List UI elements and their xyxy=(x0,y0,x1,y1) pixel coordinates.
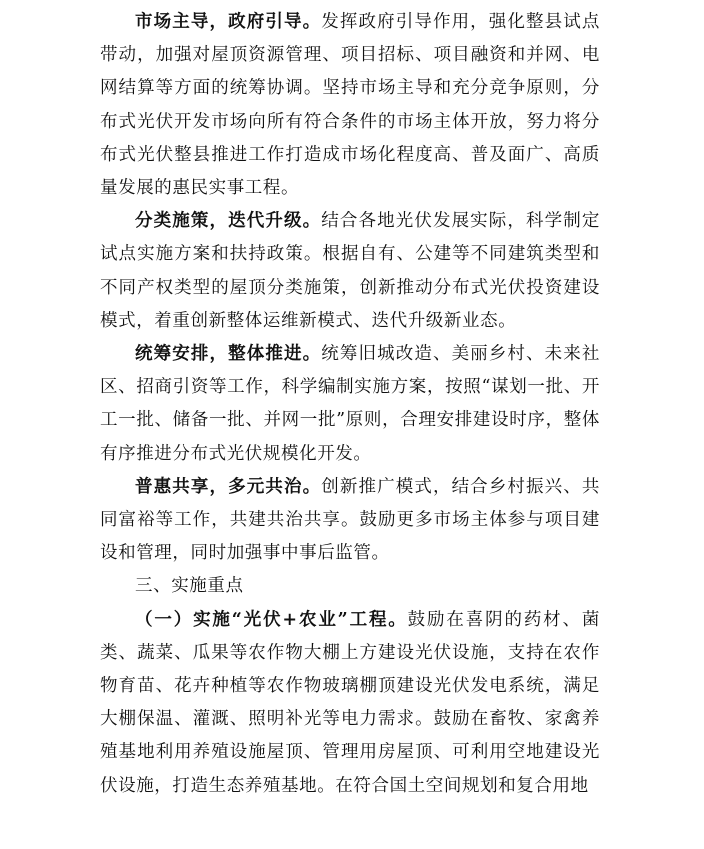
subsection-pv-agriculture xyxy=(100,604,600,803)
paragraph-text: 统筹旧城改造、美丽乡村、未来社区、招商引资等工作，科学编制实施方案，按照“谋划一批、开工一批、储备一批、并网一批”原则，合理安排建设时序，整体有序推进分布式光伏规模化开发。 xyxy=(100,344,601,464)
paragraph-text: 结合各地光伏发展实际，科学制定试点实施方案和扶持政策。根据自有、公建等不同建筑类型和不同产权类型的屋顶分类施策，创新推动分布式光伏投资建设模式，着重创新整体运维新模式、迭代升级新业态。 xyxy=(100,211,601,331)
paragraph-lead: 分类施策，迭代升级。 xyxy=(135,211,322,232)
paragraph-shared-governance xyxy=(100,471,600,571)
paragraph-lead: 普惠共享，多元共治。 xyxy=(135,476,322,497)
paragraph-market-led xyxy=(100,6,600,205)
paragraph-classified-policy xyxy=(100,205,600,338)
paragraph-text: 创新推广模式，结合乡村振兴、共同富裕等工作，共建共治共享。鼓励更多市场主体参与项目建设和管理，同时加强事中事后监管。 xyxy=(100,476,601,564)
paragraph-overall-planning xyxy=(100,338,600,471)
paragraph-text: 发挥政府引导作用，强化整县试点带动，加强对屋顶资源管理、项目招标、项目融资和并网、电网结算等方面的统筹协调。坚持市场主导和充分竞争原则，分布式光伏开发市场向所有符合条件的市场主体开放，努力将分布式光伏整县推进工作打造成市场化程度高、普及面广、高质量发展的惠民实事工程。 xyxy=(100,12,601,199)
subsection-lead: （一）实施“光伏+农业”工程。 xyxy=(135,609,408,630)
section-heading: 三、实施重点 xyxy=(135,576,244,597)
paragraph-lead: 统筹安排，整体推进。 xyxy=(135,344,322,365)
subsection-text: 鼓励在喜阴的药材、菌类、蔬菜、瓜果等农作物大棚上方建设光伏设施，支持在农作物育苗、花卉种植等农作物玻璃棚顶建设光伏发电系统，满足大棚保温、灌溉、照明补光等电力需求。鼓励在畜牧、家禽养殖基地利用养殖设施屋顶、管理用房屋顶、可利用空地建设光伏设施，打造生态养殖基地。在符合国土空间规划和复合用地 xyxy=(100,609,600,796)
document-body xyxy=(100,6,600,803)
paragraph-lead: 市场主导，政府引导。 xyxy=(135,12,322,32)
